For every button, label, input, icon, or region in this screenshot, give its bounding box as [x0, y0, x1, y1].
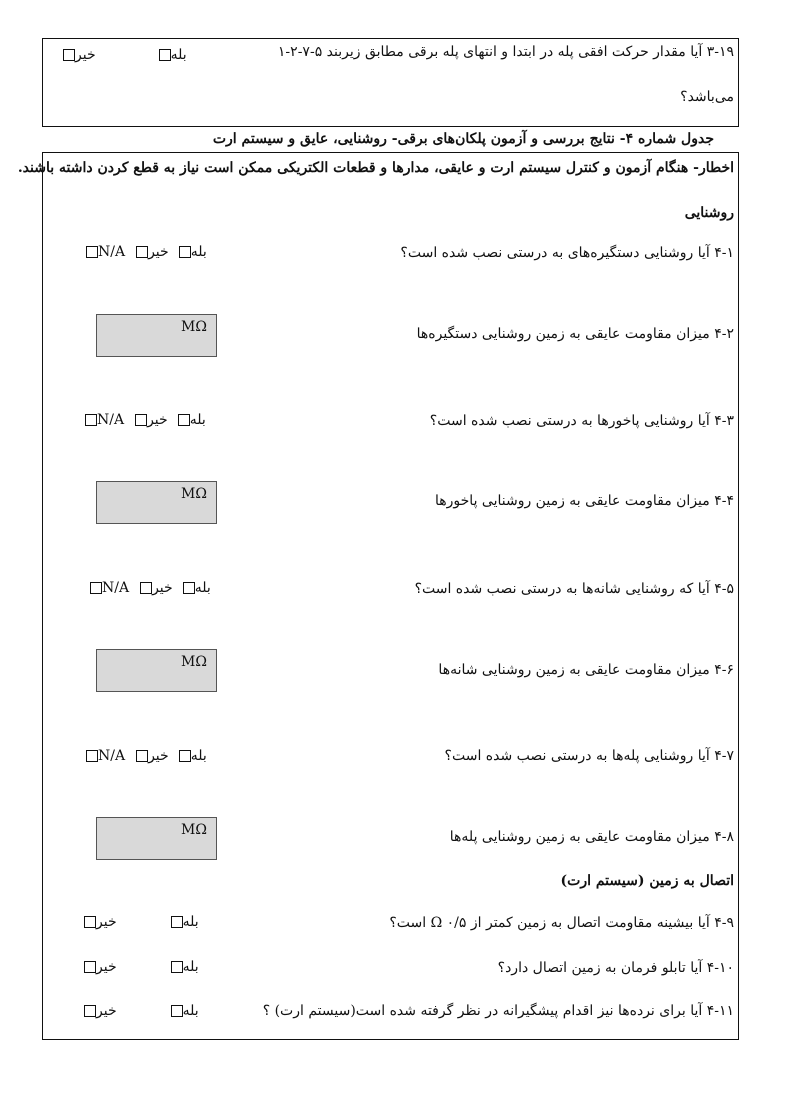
- checkbox[interactable]: [86, 246, 98, 258]
- na-option[interactable]: N/A: [84, 412, 124, 428]
- resistance-input-4-8[interactable]: [96, 817, 217, 860]
- question-3-19-line1: ۳-۱۹ آیا مقدار حرکت افقی پله در ابتدا و انتهای پله برقی مطابق زیربند ۵-۷-۲-۱: [277, 44, 734, 60]
- question-4-5-options: [89, 580, 211, 596]
- yes-option[interactable]: بله: [170, 914, 199, 930]
- no-option[interactable]: خیر: [83, 1003, 117, 1019]
- question-4-7-options: [85, 748, 207, 764]
- megaohm-unit: MΩ: [181, 319, 207, 335]
- checkbox[interactable]: [85, 414, 97, 426]
- checkbox[interactable]: [84, 961, 96, 973]
- no-option[interactable]: خیر: [135, 748, 169, 764]
- yes-option[interactable]: بله: [182, 580, 211, 596]
- checkbox[interactable]: [183, 582, 195, 594]
- question-4-8: ۴-۸ میزان مقاومت عایقی به زمین روشنایی پله‌ها: [449, 829, 734, 845]
- yes-option[interactable]: بله: [178, 244, 207, 260]
- checkbox[interactable]: [135, 414, 147, 426]
- table-title: جدول شماره ۴- نتایج بررسی و آزمون پلکان‌های برقی- روشنایی، عایق و سیستم ارت: [212, 131, 714, 147]
- yes-option[interactable]: بله: [170, 959, 199, 975]
- checkbox[interactable]: [171, 916, 183, 928]
- checkbox[interactable]: [171, 1005, 183, 1017]
- question-4-1-options: [85, 244, 207, 260]
- checkbox[interactable]: [179, 750, 191, 762]
- question-4-10-options: [83, 959, 199, 975]
- megaohm-unit: MΩ: [181, 822, 207, 838]
- question-4-11: ۴-۱۱ آیا برای نرده‌ها نیز اقدام پیشگیرانه در نظر گرفته شده است(سیستم ارت) ؟: [262, 1003, 734, 1019]
- question-4-11-options: [83, 1003, 199, 1019]
- question-4-1: ۴-۱ آیا روشنایی دستگیره‌های به درستی نصب شده است؟: [400, 245, 734, 261]
- na-option[interactable]: N/A: [85, 748, 125, 764]
- yes-option[interactable]: بله: [177, 412, 206, 428]
- no-option[interactable]: خیر: [134, 412, 168, 428]
- checkbox[interactable]: [63, 49, 75, 61]
- no-option[interactable]: خیر: [62, 47, 96, 63]
- yes-option[interactable]: بله: [170, 1003, 199, 1019]
- checkbox[interactable]: [159, 49, 171, 61]
- megaohm-unit: MΩ: [181, 654, 207, 670]
- checkbox[interactable]: [140, 582, 152, 594]
- checkbox[interactable]: [84, 916, 96, 928]
- question-3-19-options: [62, 47, 187, 63]
- checkbox[interactable]: [86, 750, 98, 762]
- question-4-3-options: [84, 412, 206, 428]
- megaohm-unit: MΩ: [181, 486, 207, 502]
- yes-option[interactable]: بله: [178, 748, 207, 764]
- question-4-10: ۴-۱۰ آیا تابلو فرمان به زمین اتصال دارد؟: [497, 960, 734, 976]
- grounding-heading: اتصال به زمین (سیستم ارت): [560, 873, 734, 889]
- no-option[interactable]: خیر: [139, 580, 173, 596]
- yes-option[interactable]: بله: [158, 47, 187, 63]
- checkbox[interactable]: [179, 246, 191, 258]
- warning-text: اخطار- هنگام آزمون و کنترل سیستم ارت و عایقی، مدارها و قطعات الکتریکی ممکن است نیاز به قطع کردن داشته باشند.: [17, 160, 734, 176]
- checkbox[interactable]: [171, 961, 183, 973]
- checkbox[interactable]: [136, 246, 148, 258]
- na-option[interactable]: N/A: [85, 244, 125, 260]
- checkbox[interactable]: [178, 414, 190, 426]
- na-option[interactable]: N/A: [89, 580, 129, 596]
- resistance-input-4-4[interactable]: [96, 481, 217, 524]
- question-4-2: ۴-۲ میزان مقاومت عایقی به زمین روشنایی دستگیره‌ها: [416, 326, 734, 342]
- question-4-3: ۴-۳ آیا روشنایی پاخورها به درستی نصب شده است؟: [429, 413, 734, 429]
- checkbox[interactable]: [84, 1005, 96, 1017]
- resistance-input-4-6[interactable]: [96, 649, 217, 692]
- question-4-4: ۴-۴ میزان مقاومت عایقی به زمین روشنایی پاخورها: [435, 493, 734, 509]
- question-4-7: ۴-۷ آیا روشنایی پله‌ها به درستی نصب شده است؟: [444, 748, 734, 764]
- no-option[interactable]: خیر: [135, 244, 169, 260]
- resistance-input-4-2[interactable]: [96, 314, 217, 357]
- checkbox[interactable]: [90, 582, 102, 594]
- question-4-9: ۴-۹ آیا بیشینه مقاومت اتصال به زمین کمتر از ۰/۵ Ω است؟: [389, 915, 734, 931]
- question-4-9-options: [83, 914, 199, 930]
- question-3-19-line2: می‌باشد؟: [680, 89, 734, 105]
- checkbox[interactable]: [136, 750, 148, 762]
- lighting-heading: روشنایی: [684, 205, 734, 221]
- no-option[interactable]: خیر: [83, 914, 117, 930]
- no-option[interactable]: خیر: [83, 959, 117, 975]
- question-4-6: ۴-۶ میزان مقاومت عایقی به زمین روشنایی شانه‌ها: [438, 662, 734, 678]
- question-4-5: ۴-۵ آیا که روشنایی شانه‌ها به درستی نصب شده است؟: [414, 581, 734, 597]
